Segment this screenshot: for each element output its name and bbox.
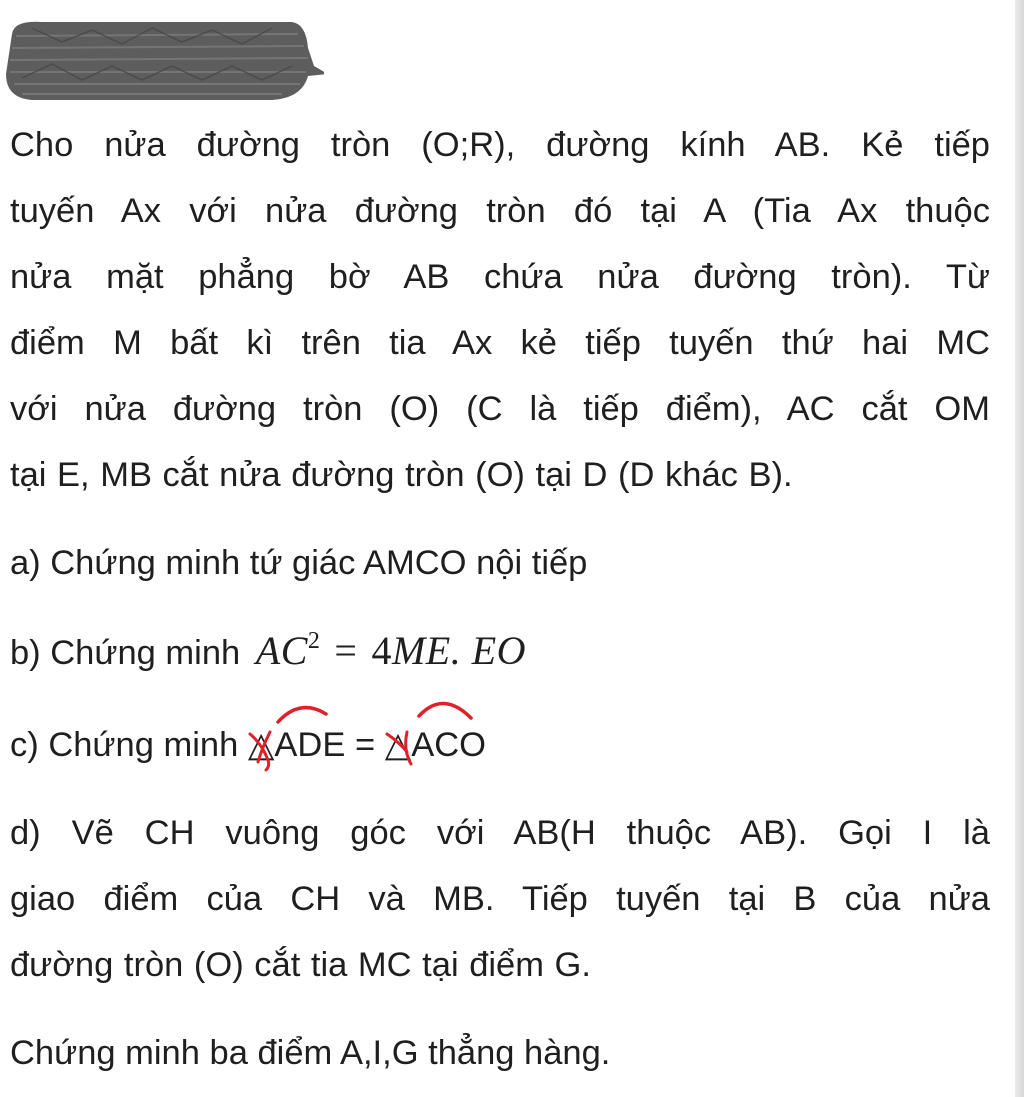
- math-rhs: ME. EO: [391, 628, 527, 673]
- part-b-prefix: b) Chứng minh: [10, 634, 241, 672]
- part-d: [10, 800, 990, 998]
- angle-name-1: ADE: [274, 726, 346, 764]
- angle-equals: =: [354, 726, 376, 764]
- part-b: [10, 618, 990, 690]
- math-coefficient: 4: [371, 628, 392, 673]
- part-d-line: đường tròn (O) cắt tia MC tại điểm G.: [10, 946, 591, 984]
- intro-line: Cho nửa đường tròn (O;R), đường kính AB. Kẻ tiếp: [10, 126, 990, 164]
- intro-line: nửa mặt phẳng bờ AB chứa nửa đường tròn). Từ: [10, 258, 990, 296]
- part-c-prefix: c) Chứng minh: [10, 726, 239, 764]
- part-b-equation: [256, 628, 526, 673]
- math-lhs: AC: [255, 628, 308, 673]
- part-d-line: giao điểm của CH và MB. Tiếp tuyến tại B của nửa: [10, 880, 990, 918]
- problem-intro: [10, 112, 990, 508]
- red-correction-mark-1: [248, 704, 358, 774]
- triangle-symbol: △: [247, 726, 275, 764]
- scrollbar-edge: [1015, 0, 1024, 1097]
- redacted-header-scribble: [2, 14, 324, 104]
- intro-line: với nửa đường tròn (O) (C là tiếp điểm), AC cắt OM: [10, 390, 990, 428]
- problem-content: [10, 112, 990, 1086]
- intro-line: tuyến Ax với nửa đường tròn đó tại A (Tia Ax thuộc: [10, 192, 990, 230]
- math-equals: =: [334, 628, 358, 673]
- part-c: [10, 712, 990, 778]
- angle-name-2: ACO: [411, 726, 486, 764]
- math-exponent: 2: [307, 628, 321, 654]
- intro-line: tại E, MB cắt nửa đường tròn (O) tại D (D khác B).: [10, 456, 793, 494]
- angle-expression-1: [248, 712, 345, 778]
- final-question: Chứng minh ba điểm A,I,G thẳng hàng.: [10, 1034, 611, 1072]
- angle-expression-2: [385, 712, 486, 778]
- red-correction-mark-2: [385, 704, 505, 774]
- part-d-line: d) Vẽ CH vuông góc với AB(H thuộc AB). Gọi I là: [10, 814, 990, 852]
- triangle-symbol: △: [384, 726, 412, 764]
- intro-line: điểm M bất kì trên tia Ax kẻ tiếp tuyến thứ hai MC: [10, 324, 990, 362]
- part-a: a) Chứng minh tứ giác AMCO nội tiếp: [10, 544, 588, 582]
